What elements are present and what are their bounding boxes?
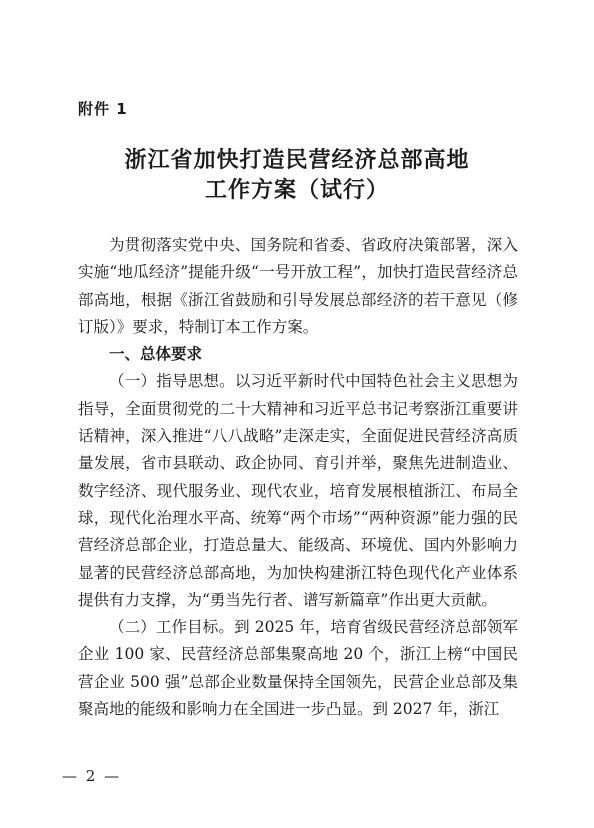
section-heading: 一、总体要求 [109,345,203,364]
guiding-ideology-paragraph: （一）指导思想。以习近平新时代中国特色社会主义思想为指导，全面贯彻党的二十大精神和习近平总书记考察浙江重要讲话精神，深入推进“八八战略”走深走实，全面促进民营经济高质量发展，省市县联动、政企协同、育引并举，聚焦先进制造业、数字经济、现代服务业、现代农业，培育发展根植浙江、布局全球，现代化治理水平高、统筹“两个市场”“两种资源”能力强的民营经济总部企业，打造总量大、能级高、环境优、国内外影响力显著的民营经济总部高地，为加快构建浙江特色现代化产业体系提供有力支撑，为“勇当先行者、谱写新篇章”作出更大贡献。 [78,372,518,609]
page-number: — 2 — [62,767,122,785]
attachment-label: 附件 1 [78,100,128,118]
document-body [78,232,518,723]
document-title-line-1: 浙江省加快打造民营经济总部高地 [124,147,470,173]
work-goals-paragraph: （二）工作目标。到 2025 年，培育省级民营经济总部领军企业 100 家、民营经济总部集聚高地 20 个，浙江上榜“中国民营企业 500 强”总部企业数量保持全国领先，民营企业总部及集聚高地的能级和影响力在全国进一步凸显。到 2027 年，浙江 [78,618,518,719]
intro-paragraph: 为贯彻落实党中央、国务院和省委、省政府决策部署，深入实施“地瓜经济”提能升级“一号开放工程”，加快打造民营经济总部高地，根据《浙江省鼓励和引导发展总部经济的若干意见（修订版）》要求，特制订本工作方案。 [78,236,518,336]
document-title-line-2: 工作方案（试行） [204,177,389,203]
